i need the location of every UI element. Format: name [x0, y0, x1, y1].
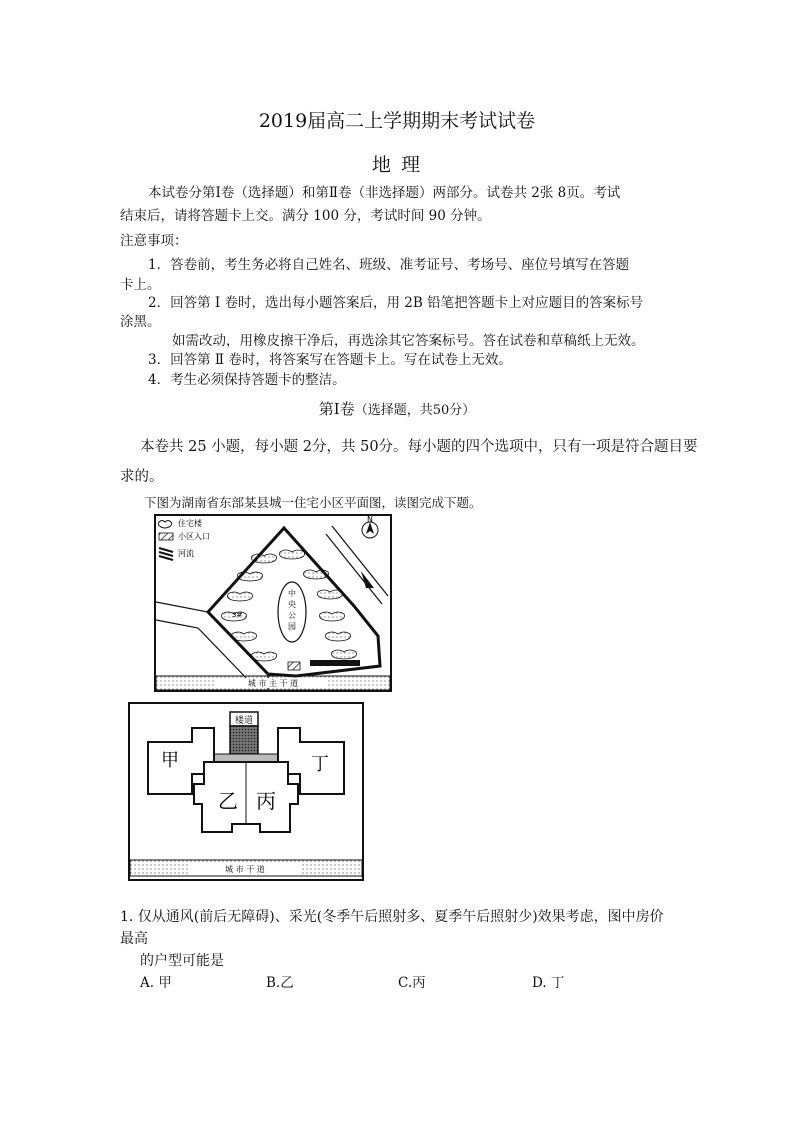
- exam-title: 2019届高二上学期期末考试试卷: [258, 110, 536, 132]
- question-1-option-b[interactable]: B.乙: [266, 975, 294, 991]
- subject-title: 地 理: [371, 154, 423, 176]
- north-label: N: [367, 516, 373, 524]
- entrance-marker: [288, 662, 300, 670]
- north-arrow-icon: [362, 516, 378, 538]
- section-1-heading: [0, 398, 794, 419]
- question-1-option-c[interactable]: C.丙: [398, 975, 426, 991]
- stairwell: [230, 726, 258, 754]
- section-1-subtitle: （选择题，共50分）: [354, 403, 476, 418]
- note-4: 4．考生必须保持答题卡的整洁。: [148, 372, 346, 388]
- note-3: 3．回答第 Ⅱ 卷时，将答案写在答题卡上。写在试卷上无效。: [148, 352, 512, 368]
- section-1-desc-2: 求的。: [120, 469, 164, 485]
- note-1-line-a: 1．答卷前，考生务必将自己姓名、班级、准考证号、考场号、座位号填写在答题: [148, 257, 630, 273]
- legend-river-label: 河流: [178, 549, 194, 558]
- unit-bing-label: 丙: [256, 789, 276, 813]
- question-1-option-a[interactable]: A. 甲: [140, 975, 172, 991]
- unit-yi-label: 乙: [218, 789, 238, 813]
- unit-ding-label: 丁: [311, 754, 329, 775]
- park-char-4: 园: [288, 622, 296, 631]
- legend-entrance-label: 小区入口: [178, 532, 210, 541]
- park-char-3: 公: [288, 611, 296, 620]
- question-1-option-d[interactable]: D. 丁: [532, 975, 565, 991]
- intro-line-1: 本试卷分第Ⅰ卷（选择题）和第Ⅱ卷（非选择题）两部分。试卷共 2张 8页。考试: [148, 185, 621, 201]
- building-layout-map: [128, 702, 364, 881]
- question-1-stem-c: 的户型可能是: [140, 953, 224, 969]
- question-1-stem-b: 最高: [120, 931, 148, 947]
- intro-line-2: 结束后，请将答题卡上交。满分 100 分，考试时间 90 分钟。: [120, 208, 491, 224]
- note-2-line-b: 涂黑。: [120, 314, 161, 330]
- park-char-2: 央: [288, 600, 296, 609]
- unit-jia-label: 甲: [161, 750, 179, 771]
- park-char-1: 中: [288, 589, 296, 598]
- figure-intro: 下图为湖南省东部某县城一住宅小区平面图，读图完成下题。: [144, 495, 482, 510]
- legend: [158, 518, 210, 560]
- south-building-bar: [310, 660, 360, 666]
- residential-plan-map: [154, 514, 392, 692]
- building-3-label: 3#: [232, 611, 243, 619]
- main-road-label: 城 市 主 干 道: [247, 679, 299, 688]
- note-2-line-c: 如需改动，用橡皮擦干净后，再选涂其它答案标号。答在试卷和草稿纸上无效。: [172, 333, 645, 349]
- section-1-desc-1: 本卷共 25 小题，每小题 2分，共 50分。每小题的四个选项中，只有一项是符合题目要: [140, 439, 698, 455]
- question-1-stem-a: 1. 仅从通风(前后无障碍)、采光(冬季午后照射多、夏季午后照射少)效果考虑，图中房价: [120, 909, 664, 925]
- city-road-label: 城 市 干 道: [225, 865, 265, 874]
- notes-heading: 注意事项：: [120, 233, 188, 249]
- stairwell-label: 楼道: [234, 716, 254, 726]
- note-2-line-a: 2．回答第 Ⅰ 卷时，选出每小题答案后，用 2B 铅笔把答题卡上对应题目的答案标号: [148, 295, 644, 311]
- section-1-title: 第Ⅰ卷: [318, 400, 355, 418]
- legend-residential-label: 住宅楼: [178, 519, 202, 528]
- note-1-line-b: 卡上。: [120, 277, 161, 293]
